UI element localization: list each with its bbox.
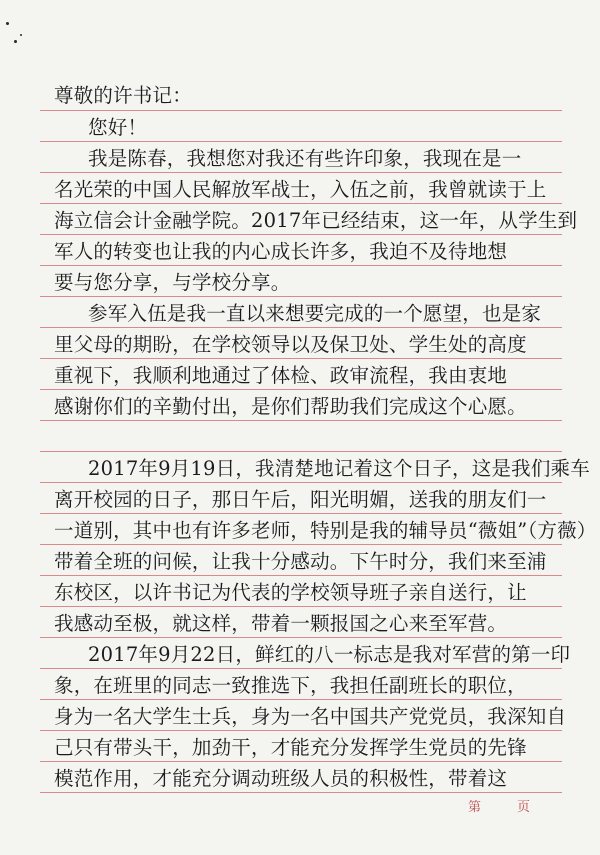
letter-line: 象，在班里的同志一致推选下，我担任副班长的职位， [54,674,527,697]
letter-line: 我是陈春，我想您对我还有些许印象，我现在是一 [88,147,522,170]
page-number-footer [468,796,530,815]
letter-line: 己只有带头干，加劲干，才能充分发挥学生党员的先锋 [54,736,527,759]
letter-salutation: 尊敬的许书记： [54,84,192,107]
ruled-line [40,544,562,545]
scan-speck [14,40,17,43]
letter-line: 要与您分享，与学校分享。 [54,271,291,294]
ruled-line [40,420,562,421]
ruled-line [40,296,562,297]
ruled-line [40,203,562,204]
ruled-line [40,699,562,700]
ruled-line [40,141,562,142]
ruled-line [40,172,562,173]
ruled-line [40,730,562,731]
ruled-line [40,358,562,359]
ruled-line [40,327,562,328]
page-label-prefix: 第 [468,800,482,815]
page-label-suffix: 页 [517,800,531,815]
letter-line: 模范作用，才能充分调动班级人员的积极性，带着这 [54,767,508,790]
ruled-line [40,265,562,266]
letter-line: 里父母的期盼，在学校领导以及保卫处、学生处的高度 [54,333,527,356]
letter-line: 带着全班的问候，让我十分感动。下午时分，我们来至浦 [54,550,547,573]
ruled-line [40,792,562,793]
ruled-line [40,761,562,762]
ruled-line [40,513,562,514]
ruled-line [40,389,562,390]
ruled-line [40,110,562,111]
letter-line: 身为一名大学生士兵，身为一名中国共产党党员，我深知自 [54,705,567,728]
letter-line: 重视下，我顺利地通过了体检、政审流程，我由衷地 [54,364,508,387]
letter-line: 参军入伍是我一直以来想要完成的一个愿望，也是家 [88,302,542,325]
ruled-line [40,482,562,483]
letter-line: 我感动至极，就这样，带着一颗报国之心来至军营。 [54,612,508,635]
letter-line: 离开校园的日子，那日午后，阳光明媚，送我的朋友们一 [54,488,547,511]
letter-line: 感谢你们的辛勤付出，是你们帮助我们完成这个心愿。 [54,395,527,418]
ruled-line [40,575,562,576]
ruled-line [40,637,562,638]
ruled-line [40,451,562,452]
scan-speck [6,22,9,25]
letter-line: 2017年9月22日，鲜红的八一标志是我对军营的第一印 [88,643,571,666]
ruled-line [40,606,562,607]
letter-line: 2017年9月19日，我清楚地记着这个日子，这是我们乘车 [88,457,590,480]
scan-speck [20,34,22,36]
ruled-line [40,234,562,235]
letter-greeting: 您好！ [88,116,148,139]
ruled-line [40,668,562,669]
letter-line: 名光荣的中国人民解放军战士，入伍之前，我曾就读于上 [54,178,547,201]
letter-line: 一道别，其中也有许多老师，特别是我的辅导员“薇姐”（方薇） [54,519,597,542]
letter-line: 海立信会计金融学院。2017年已经结束，这一年，从学生到 [54,209,578,232]
letter-line: 东校区，以许书记为代表的学校领导班子亲自送行，让 [54,581,527,604]
letter-line: 军人的转变也让我的内心成长许多，我迫不及待地想 [54,240,508,263]
